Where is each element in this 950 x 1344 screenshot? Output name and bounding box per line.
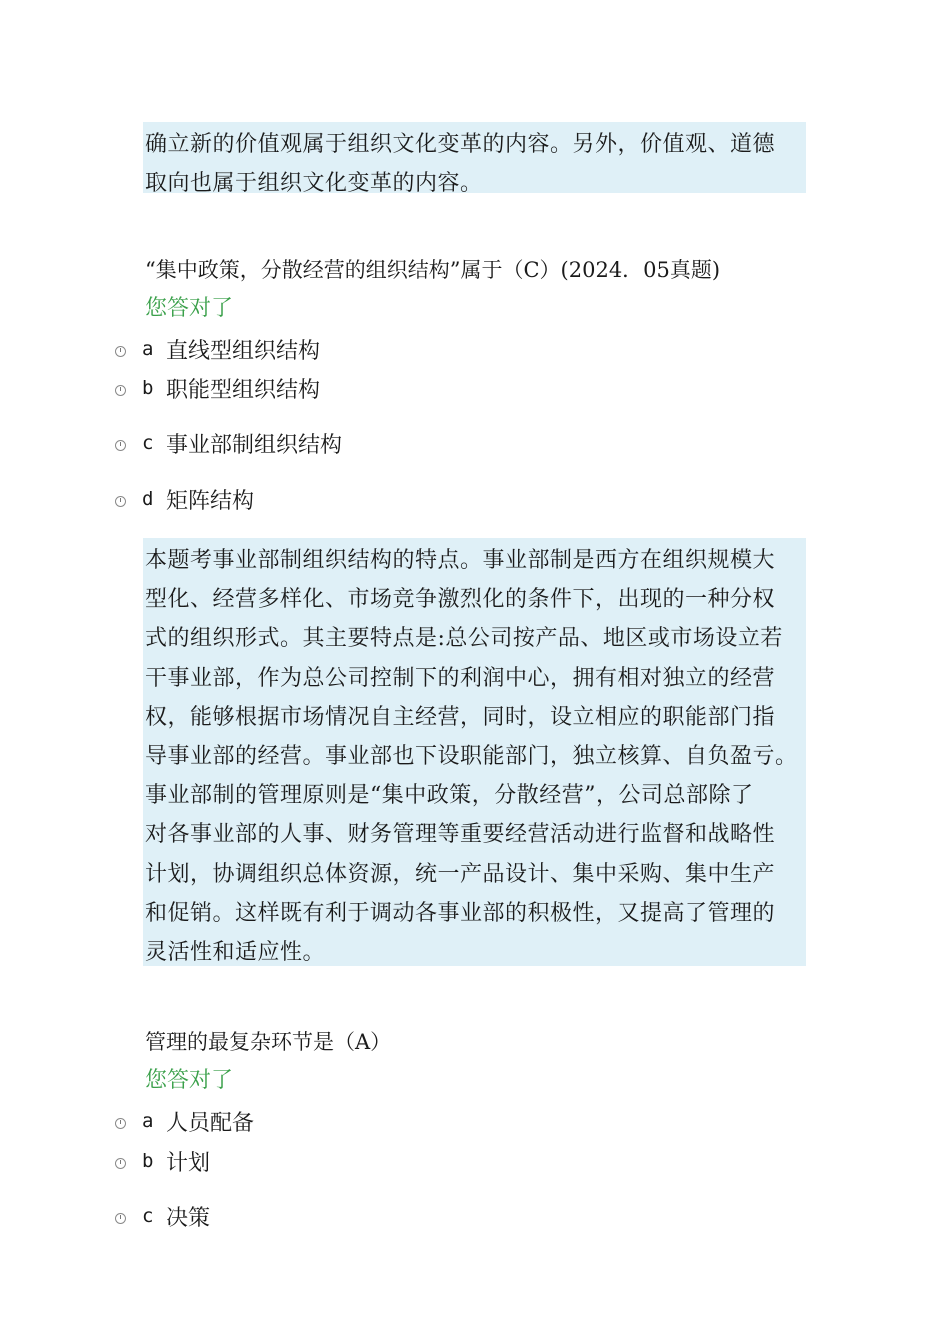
option-label: 事业部制组织结构: [166, 432, 343, 458]
option-letter: b: [142, 377, 154, 399]
option-a[interactable]: [115, 1106, 254, 1136]
option-label: 矩阵结构: [166, 488, 255, 514]
radio-icon[interactable]: [115, 440, 126, 451]
option-b[interactable]: [115, 373, 320, 403]
option-letter: c: [142, 432, 154, 454]
explanation-box: 本题考事业部制组织结构的特点。事业部制是西方在组织规模大 型化、经营多样化、市场竞争激烈化的条件下，出现的一种分权 式的组织形式。其主要特点是:总公司按产品、地区或市场设立若 干事业部，作为总公司控制下的利润中心，拥有相对独立的经营 权，能够根据市场情况自主经营，同时，设立相应的职能部门指 导事业部的经营。事业部也下设职能部门，独立核算、自负盈亏。 事业部制的管理原则是“集中政策，分散经营”，公司总部除了 对各事业部的人事、财务管理等重要经营活动进行监督和战略性 计划，协调组织总体资源，统一产品设计、集中采购、集中生产 和促销。这样既有利于调动各事业部的积极性，又提高了管理的 灵活性和适应性。: [143, 538, 806, 966]
option-c[interactable]: [115, 1201, 210, 1231]
question-text: 管理的最复杂环节是（A）: [145, 1030, 392, 1054]
option-letter: a: [142, 1110, 154, 1132]
option-label: 职能型组织结构: [166, 377, 321, 403]
option-label: 计划: [166, 1150, 211, 1176]
answer-status: 您答对了: [145, 1068, 234, 1093]
option-label: 决策: [166, 1205, 211, 1231]
option-b[interactable]: [115, 1146, 210, 1176]
radio-icon[interactable]: [115, 346, 126, 357]
explanation-box: 确立新的价值观属于组织文化变革的内容。另外，价值观、道德 取向也属于组织文化变革的内容。: [143, 122, 806, 193]
option-d[interactable]: [115, 484, 254, 514]
option-letter: d: [142, 488, 154, 510]
option-c[interactable]: [115, 428, 342, 458]
question-text: “集中政策，分散经营的组织结构”属于（C）(2024．05真题): [145, 258, 721, 282]
radio-icon[interactable]: [115, 1118, 126, 1129]
radio-icon[interactable]: [115, 1158, 126, 1169]
answer-status: 您答对了: [145, 296, 234, 321]
option-letter: b: [142, 1150, 154, 1172]
radio-icon[interactable]: [115, 385, 126, 396]
option-letter: a: [142, 338, 154, 360]
option-letter: c: [142, 1205, 154, 1227]
option-a[interactable]: [115, 334, 320, 364]
radio-icon[interactable]: [115, 496, 126, 507]
option-label: 直线型组织结构: [166, 338, 321, 364]
option-label: 人员配备: [166, 1110, 255, 1136]
radio-icon[interactable]: [115, 1213, 126, 1224]
